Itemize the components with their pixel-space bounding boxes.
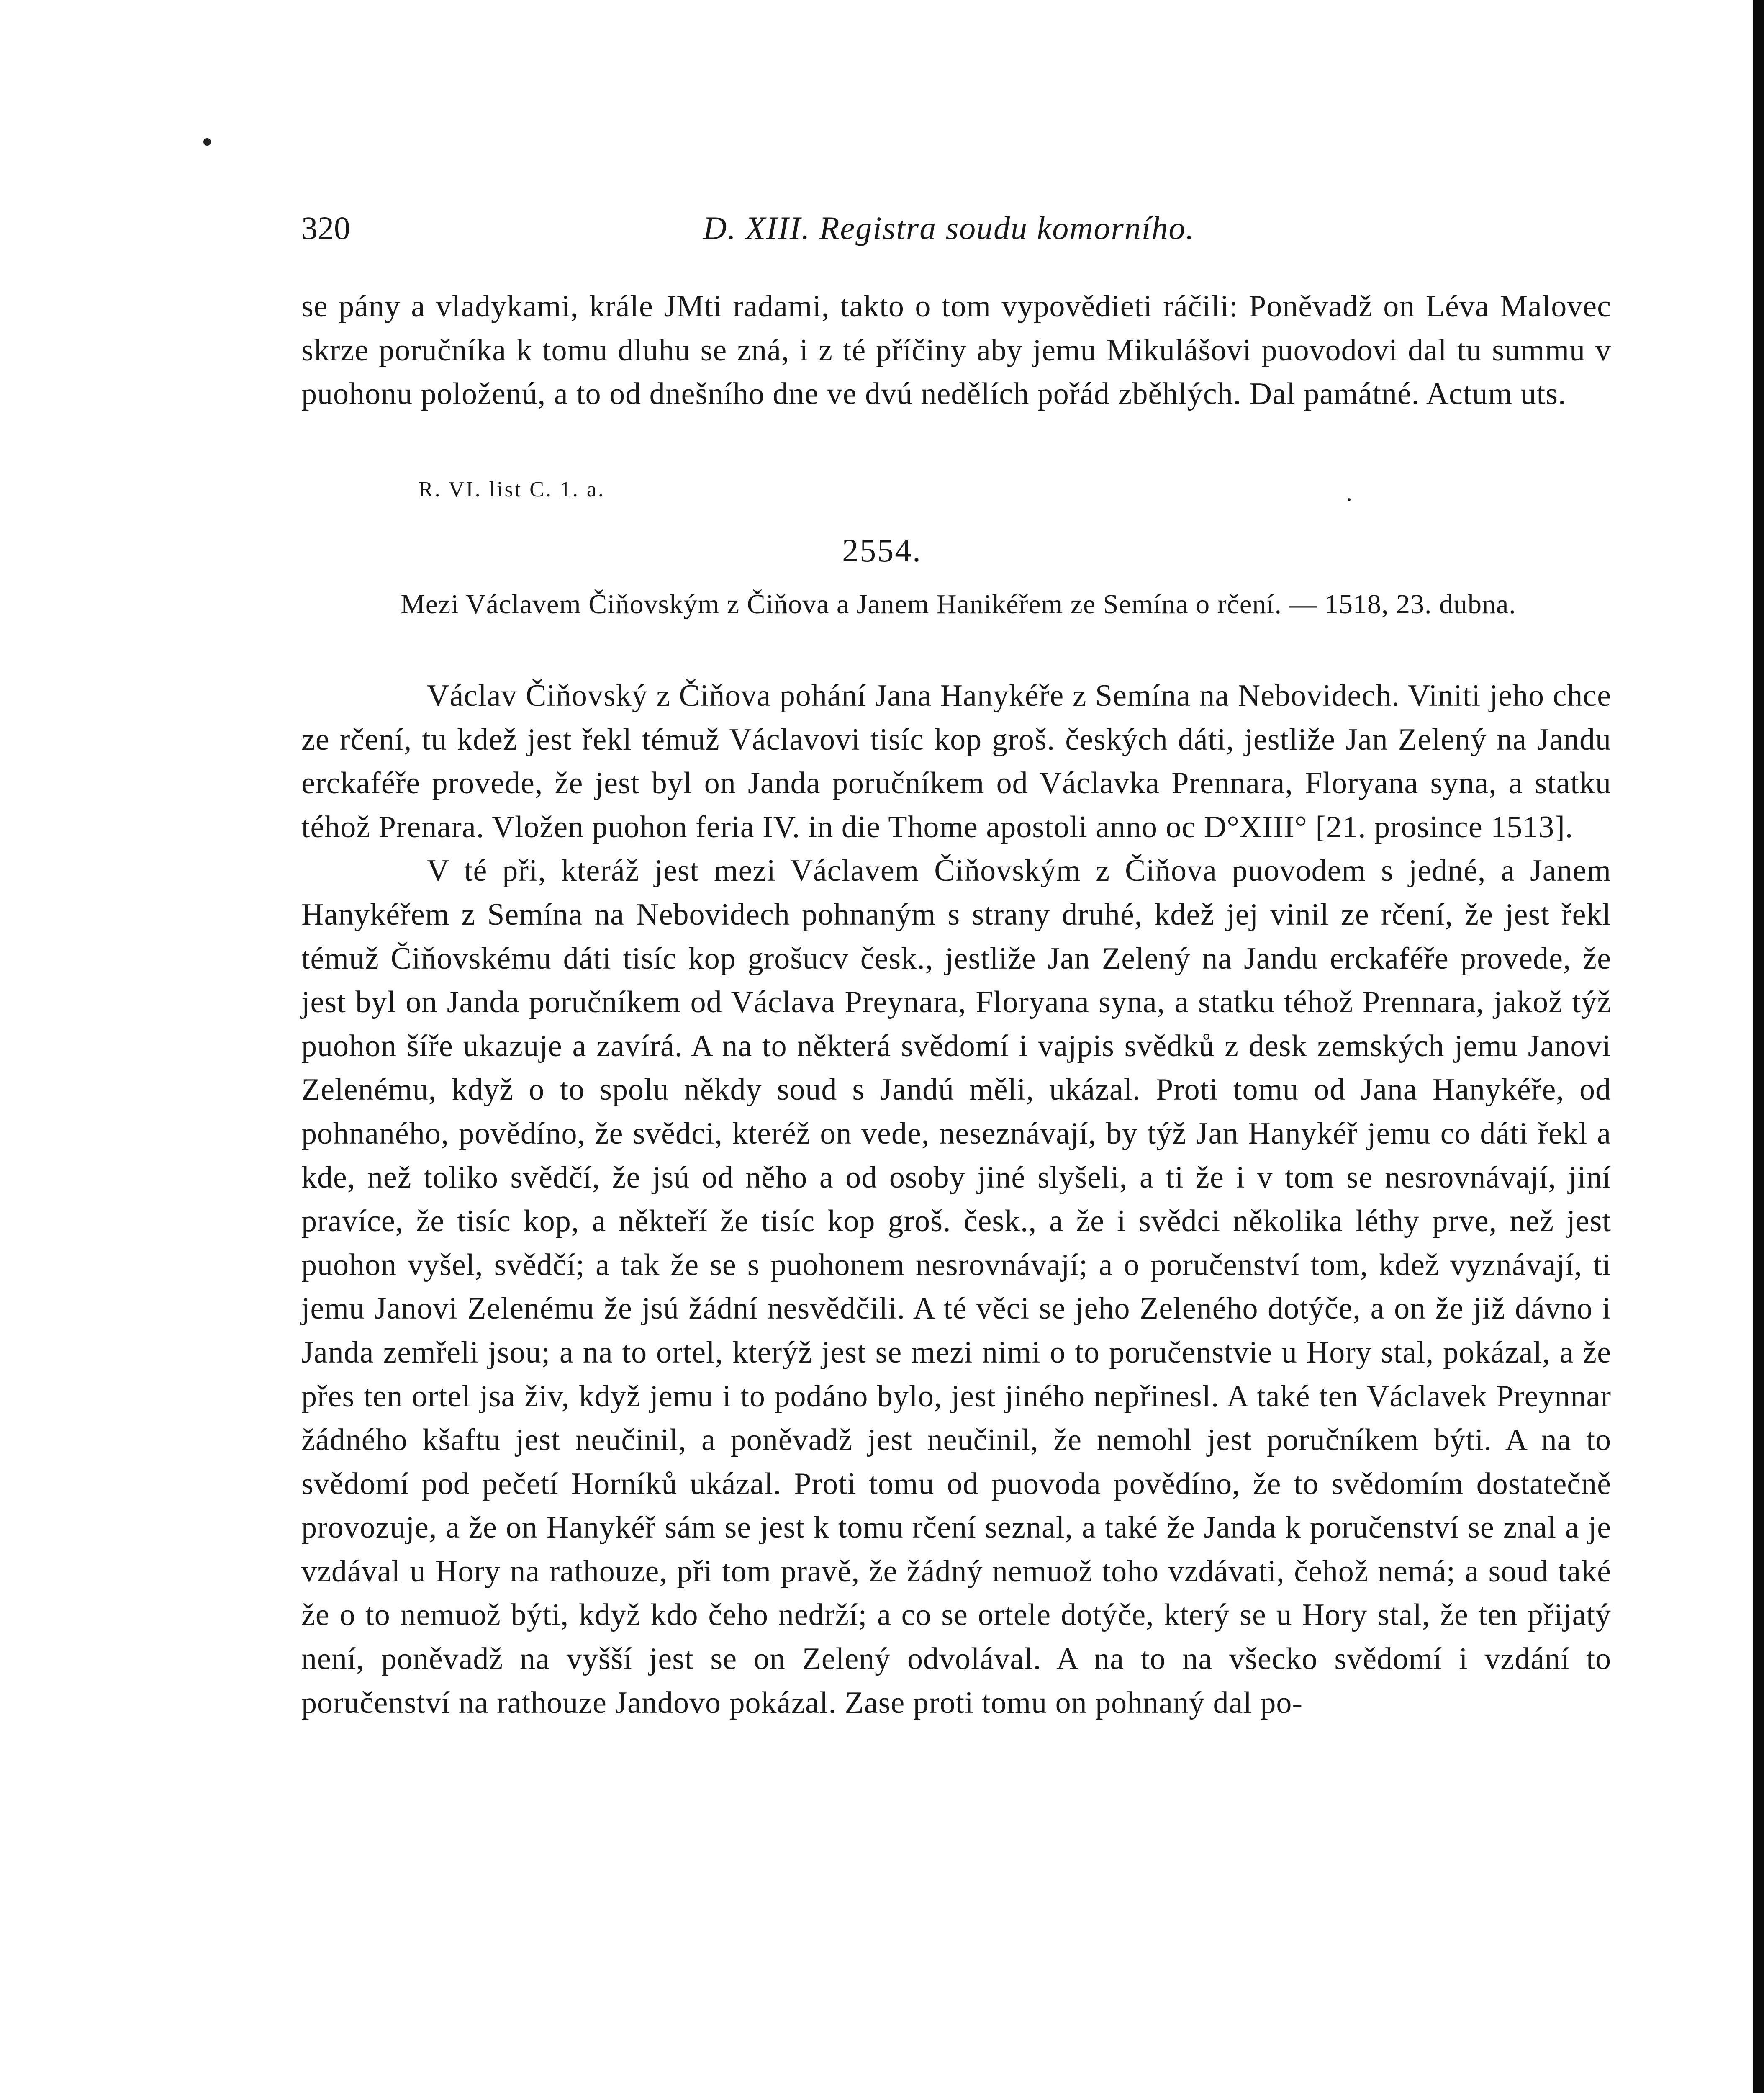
source-reference: R. VI. list C. 1. a. xyxy=(419,478,605,501)
document-number: 2554. xyxy=(842,532,922,568)
page-edge-shadow xyxy=(1753,0,1764,2093)
print-speck xyxy=(203,138,211,146)
opening-paragraph: se pány a vladykami, krále JMti radami, takto o tom vypovědieti ráčili: Poněvadž on Léva Malovec skrze poručníka k tomu dluhu se zná, i z té příčiny aby jemu Mikulášovi puovodovi dal tu summu v puohonu položenú, a to od dnešního dne ve dvú nedělích pořád zběhlých. Dal památné. Actum uts. xyxy=(301,289,1611,411)
document-body xyxy=(301,674,1611,1725)
page-number: 320 xyxy=(301,210,350,246)
document-summary: Mezi Václavem Čiňovským z Čiňova a Janem Hanikéřem ze Semína o rčení. — 1518, 23. dubna. xyxy=(401,589,1516,620)
body-paragraph-1: Václav Čiňovský z Čiňova pohání Jana Hanykéře z Semína na Nebovidech. Viniti jeho chce ze rčení, tu kdež jest řekl témuž Václavovi tisíc kop groš. českých dáti, jestliže Jan Zelený na Jandu erckaféře provede, že jest byl on Janda poručníkem od Václavka Prennara, Floryana syna, a statku téhož Prenara. Vložen puohon feria IV. in die Thome apostoli anno oc D°XIII° [21. prosince 1513]. xyxy=(301,679,1611,844)
opening-text-block xyxy=(301,285,1611,416)
running-head xyxy=(301,205,1624,260)
body-paragraph-2: V té při, kteráž jest mezi Václavem Čiňovským z Čiňova puovodem s jedné, a Janem Hanykéřem z Semína na Nebovidech pohnaným s strany druhé, kdež jej vinil ze rčení, že jest řekl témuž Čiňovskému dáti tisíc kop grošucv česk., jestliže Jan Zelený na Jandu erckaféře provede, že jest byl on Janda poručníkem od Václava Preynara, Floryana syna, a statku téhož Prennara, jakož týž puohon šíře ukazuje a zavírá. A na to některá svědomí i vajpis svědků z desk zemských jemu Janovi Zelenému, když o to spolu někdy soud s Jandú měli, ukázal. Proti tomu od Jana Hanykéře, od pohnaného, povědíno, že svědci, kteréž on vede, neseznávají, by týž Jan Hanykéř jemu co dáti řekl a kde, než toliko svědčí, že jsú od něho a od osoby jiné slyšeli, a ti že i v tom se nesrovnávají, jiní pravíce, že tisíc kop, a někteří že tisíc kop groš. česk., a že i svědci několika léthy prve, než jest puohon vyšel, svědčí; a tak že se s puohonem nesrovnávají; a o poručenství tom, kdež vyznávají, ti jemu Janovi Zelenému že jsú žádní nesvědčili. A té věci se jeho Zeleného dotýče, a on že již dávno i Janda zemřeli jsou; a na to ortel, kterýž jest se mezi nimi o to poručenstvie u Hory stal, pokázal, a že přes ten ortel jsa živ, když jemu i to podáno bylo, jest jiného nepřinesl. A také ten Václavek Preynnar žádného kšaftu jest neučinil, a poněvadž jest neučinil, že nemohl jest poručníkem býti. A na to svědomí pod pečetí Horníků ukázal. Proti tomu od puovoda povědíno, že to svědomím dostatečně provozuje, a že on Hanykéř sám se jest k tomu rčení seznal, a také že Janda k poručenství se znal a je vzdával u Hory na rathouze, při tom pravě, že žádný nemuož toho vzdávati, čehož nemá; a soud také že o to nemuož býti, když kdo čeho nedrží; a co se ortele dotýče, který se u Hory stal, že ten přijatý není, poněvadž na vyšší jest se on Zelený odvolával. A na to na všecko svědomí i vzdání to poručenství na rathouze Jandovo pokázal. Zase proti tomu on pohnaný dal po- xyxy=(301,854,1611,1720)
print-speck xyxy=(1348,498,1351,501)
running-title: D. XIII. Registra soudu komorního. xyxy=(703,210,1195,246)
